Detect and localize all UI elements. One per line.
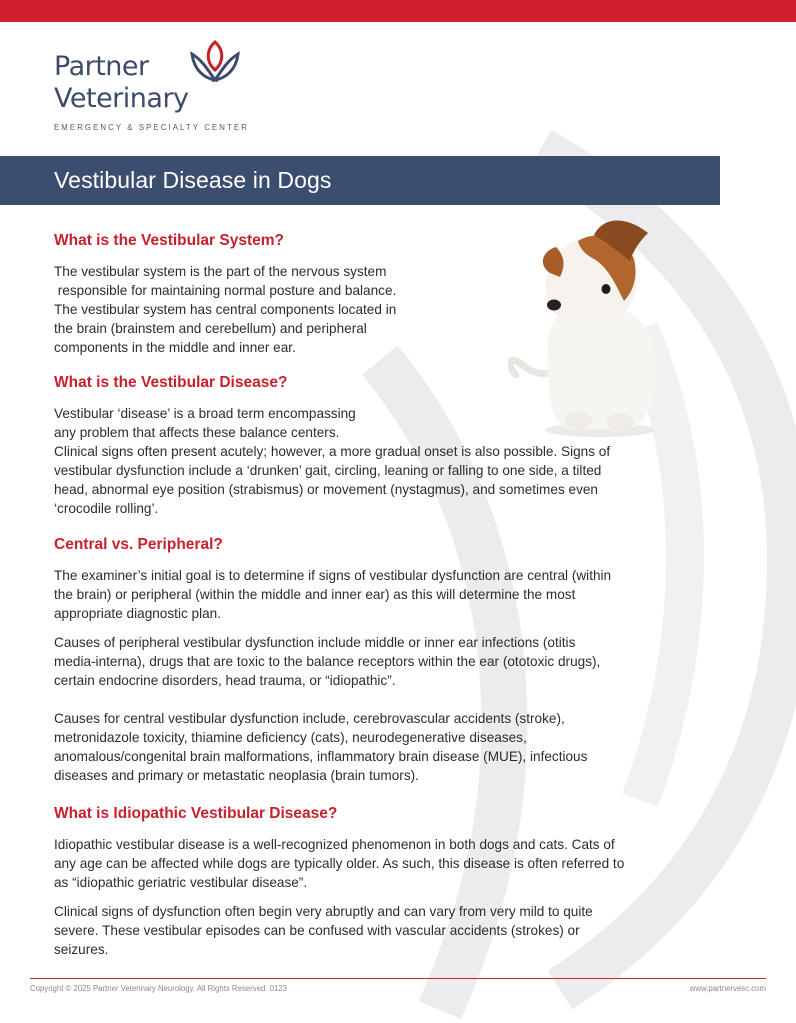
text-line: Clinical signs often present acutely; however, a more gradual onset is also possible. Signs of xyxy=(54,444,611,459)
text-line: components in the middle and inner ear. xyxy=(54,340,296,355)
text-line: severe. These vestibular episodes can be confused with vascular accidents (strokes) or xyxy=(54,923,580,938)
text-line: diseases and primary or metastatic neoplasia (brain tumors). xyxy=(54,768,419,783)
text-line: The vestibular system has central components located in xyxy=(54,302,397,317)
paragraph-idiopathic-signs xyxy=(54,902,593,959)
text-line: media-interna), drugs that are toxic to the balance receptors within the ear (ototoxic drugs), xyxy=(54,654,601,669)
text-line: any age can be affected while dogs are typically older. As such, this disease is often referred to xyxy=(54,856,625,871)
partner-veterinary-logo xyxy=(54,40,304,140)
paragraph-vestibular-disease xyxy=(54,404,610,518)
text-line: appropriate diagnostic plan. xyxy=(54,606,222,621)
footer-website-link[interactable]: www.partnervesc.com xyxy=(689,984,766,993)
paragraph-peripheral-causes xyxy=(54,633,600,690)
text-line: seizures. xyxy=(54,942,109,957)
logo-tagline: EMERGENCY & SPECIALTY CENTER xyxy=(54,123,249,132)
paragraph-idiopathic-overview xyxy=(54,835,624,892)
text-line: Vestibular ‘disease’ is a broad term encompassing xyxy=(54,406,356,421)
text-line: vestibular dysfunction include a ‘drunken’ gait, circling, leaning or falling to one side, a tilted xyxy=(54,463,602,478)
paragraph-central-peripheral-goal xyxy=(54,566,611,623)
title-banner xyxy=(0,156,720,205)
text-line: Idiopathic vestibular disease is a well-recognized phenomenon in both dogs and cats. Cats of xyxy=(54,837,615,852)
text-line: responsible for maintaining normal posture and balance. xyxy=(54,283,397,298)
logo-text-veterinary: Veterinary xyxy=(54,83,189,114)
text-line: metronidazole toxicity, thiamine deficiency (cats), neurodegenerative diseases, xyxy=(54,730,527,745)
paragraph-central-causes xyxy=(54,709,587,785)
text-line: Causes of peripheral vestibular dysfunction include middle or inner ear infections (otitis xyxy=(54,635,576,650)
logo-text-partner: Partner xyxy=(54,51,149,82)
section-heading-vestibular-system: What is the Vestibular System? xyxy=(54,232,284,249)
text-line: Causes for central vestibular dysfunction include, cerebrovascular accidents (stroke), xyxy=(54,711,565,726)
top-accent-bar xyxy=(0,0,796,22)
text-line: anomalous/congenital brain malformations, inflammatory brain disease (MUE), infectious xyxy=(54,749,588,764)
section-heading-idiopathic: What is Idiopathic Vestibular Disease? xyxy=(54,805,338,822)
footer-copyright: Copyright © 2025 Partner Veterinary Neurology. All Rights Reserved. 0123 xyxy=(30,984,287,993)
text-line: the brain) or peripheral (within the middle and inner ear) as this will determine the most xyxy=(54,587,576,602)
text-line: the brain (brainstem and cerebellum) and peripheral xyxy=(54,321,367,336)
text-line: head, abnormal eye position (strabismus) or movement (nystagmus), and sometimes even xyxy=(54,482,598,497)
lotus-logo-icon xyxy=(182,40,248,90)
section-heading-vestibular-disease: What is the Vestibular Disease? xyxy=(54,374,288,391)
text-line: as “idiopathic geriatric vestibular disease”. xyxy=(54,875,308,890)
paragraph-vestibular-system xyxy=(54,262,396,357)
text-line: ‘crocodile rolling’. xyxy=(54,501,159,516)
text-line: certain endocrine disorders, head trauma, or “idiopathic”. xyxy=(54,673,396,688)
page-title: Vestibular Disease in Dogs xyxy=(54,167,332,193)
text-line: The examiner’s initial goal is to determine if signs of vestibular dysfunction are central (within xyxy=(54,568,612,583)
text-line: The vestibular system is the part of the nervous system xyxy=(54,264,387,279)
footer-divider xyxy=(30,978,766,979)
section-heading-central-vs-peripheral: Central vs. Peripheral? xyxy=(54,536,223,553)
text-line: Clinical signs of dysfunction often begin very abruptly and can vary from very mild to quite xyxy=(54,904,593,919)
text-line: any problem that affects these balance centers. xyxy=(54,425,340,440)
